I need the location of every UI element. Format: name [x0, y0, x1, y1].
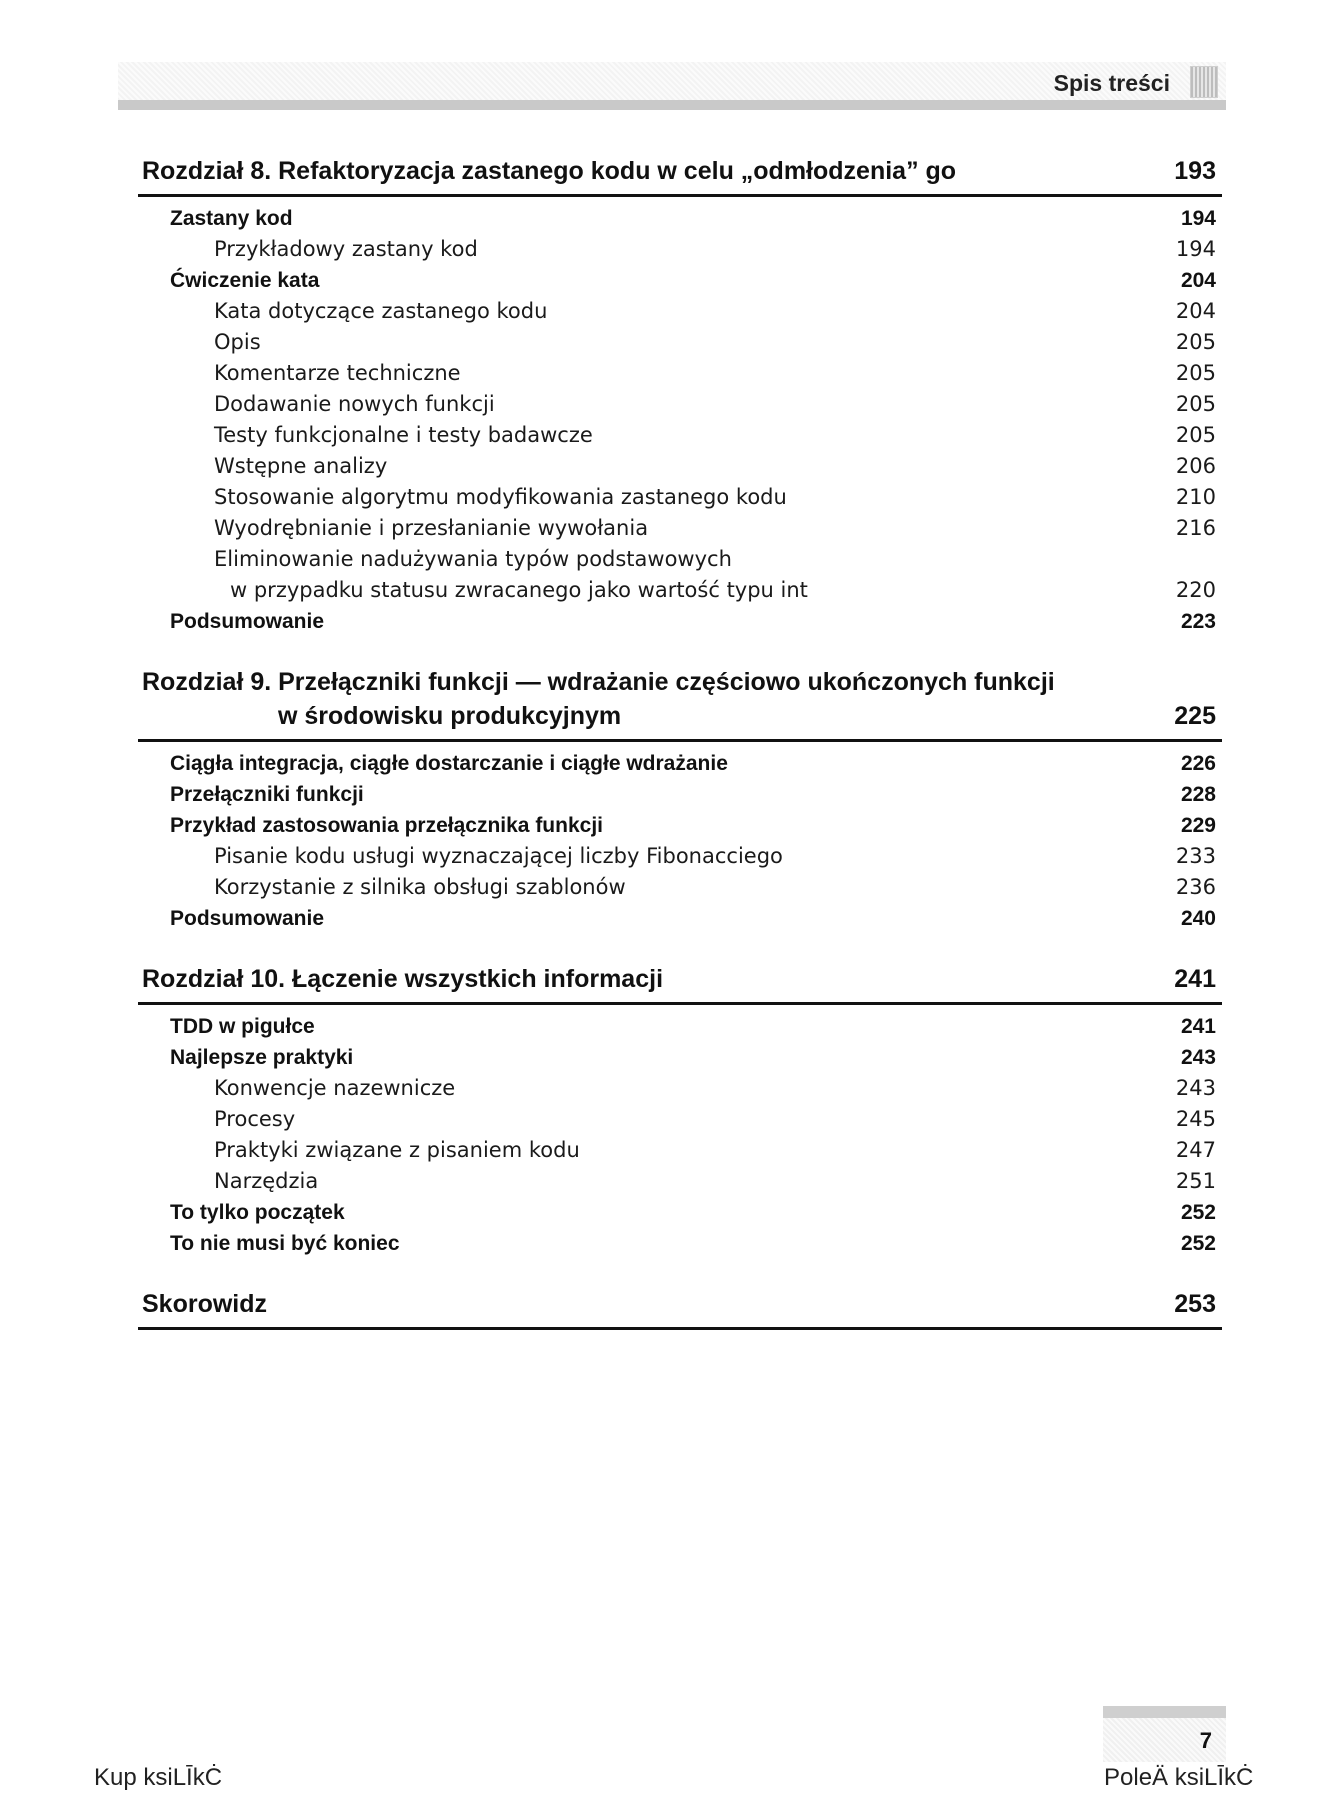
- toc-subsection-entry[interactable]: [138, 841, 1222, 872]
- entry-title-block: [214, 482, 787, 513]
- toc-subsection-entry[interactable]: [138, 420, 1222, 451]
- toc-section-entry[interactable]: [138, 810, 1222, 841]
- chapter-title: Skorowidz: [142, 1290, 268, 1318]
- entry-page-number: 204: [1180, 269, 1216, 292]
- entry-title: TDD w pigułce: [170, 1015, 315, 1038]
- entry-title-block: [214, 513, 648, 544]
- toc-chapter: [138, 154, 1222, 637]
- entry-title: Przykładowy zastany kod: [214, 237, 478, 261]
- entry-title: Opis: [214, 330, 261, 354]
- header-thumb-tab-icon: [1190, 66, 1218, 98]
- entry-page-number: 205: [1175, 361, 1216, 385]
- entry-page-number: 236: [1175, 875, 1216, 899]
- chapter-title-block: [142, 154, 956, 188]
- entry-title-block: [170, 1197, 345, 1228]
- entry-page-number: 205: [1175, 330, 1216, 354]
- entry-title-block: [214, 358, 461, 389]
- entry-title-block: [170, 265, 319, 296]
- chapter-title-block: [142, 665, 1055, 733]
- toc-chapter: [138, 1287, 1222, 1330]
- entry-title-block: [214, 872, 626, 903]
- chapter-heading[interactable]: [138, 665, 1222, 742]
- footer-band-rule: [1103, 1706, 1226, 1718]
- toc-subsection-entry[interactable]: [138, 1135, 1222, 1166]
- entry-title: Praktyki związane z pisaniem kodu: [214, 1138, 580, 1162]
- entry-title-block: [214, 1135, 580, 1166]
- toc-section-entry[interactable]: [138, 1011, 1222, 1042]
- entry-title-block: [170, 1011, 315, 1042]
- toc-subsection-entry[interactable]: [138, 482, 1222, 513]
- entry-page-number: 220: [1175, 578, 1216, 602]
- entry-title-continued: w przypadku statusu zwracanego jako wartość typu int: [230, 578, 808, 602]
- entry-title-block: [214, 327, 261, 358]
- toc-subsection-entry[interactable]: [138, 1104, 1222, 1135]
- entry-title-block: [170, 810, 603, 841]
- footer-page-band: [1103, 1706, 1226, 1762]
- entry-page-number: 252: [1180, 1201, 1216, 1224]
- entry-title: Pisanie kodu usługi wyznaczającej liczby Fibonacciego: [214, 844, 783, 868]
- entry-title: To nie musi być koniec: [170, 1232, 400, 1255]
- entry-title: Przykład zastosowania przełącznika funkcji: [170, 814, 603, 837]
- toc-subsection-entry[interactable]: [138, 234, 1222, 265]
- entry-title-block: [214, 544, 808, 606]
- toc-subsection-entry[interactable]: [138, 513, 1222, 544]
- entry-title-block: [214, 841, 783, 872]
- entry-title-block: [170, 203, 293, 234]
- toc-section-entry[interactable]: [138, 1228, 1222, 1259]
- entry-title: Eliminowanie nadużywania typów podstawowych: [214, 547, 732, 571]
- entry-title: Korzystanie z silnika obsługi szablonów: [214, 875, 626, 899]
- entry-title: Ciągła integracja, ciągłe dostarczanie i ciągłe wdrażanie: [170, 752, 728, 775]
- entry-title: Podsumowanie: [170, 610, 325, 633]
- chapter-title-block: [142, 962, 663, 996]
- toc-section-entry[interactable]: [138, 748, 1222, 779]
- toc-section-entry[interactable]: [138, 203, 1222, 234]
- entry-title-block: [214, 1073, 455, 1104]
- toc-section-entry[interactable]: [138, 1042, 1222, 1073]
- chapter-title-continued: w środowisku produkcyjnym: [278, 702, 622, 730]
- toc-chapter: [138, 665, 1222, 934]
- entry-page-number: 194: [1180, 207, 1216, 230]
- entry-title-block: [170, 903, 324, 934]
- entry-title-block: [170, 779, 364, 810]
- entry-title-block: [170, 606, 324, 637]
- entry-title: Podsumowanie: [170, 907, 325, 930]
- entry-title-block: [170, 1228, 400, 1259]
- entry-page-number: 216: [1175, 516, 1216, 540]
- entry-page-number: 243: [1175, 1076, 1216, 1100]
- entry-title: To tylko początek: [170, 1201, 345, 1224]
- entry-title-block: [214, 1104, 295, 1135]
- chapter-page-number: 225: [1174, 702, 1216, 730]
- toc-section-entry[interactable]: [138, 1197, 1222, 1228]
- chapter-page-number: 193: [1174, 157, 1216, 185]
- entry-title: Dodawanie nowych funkcji: [214, 392, 495, 416]
- table-of-contents: [138, 154, 1222, 1358]
- entry-page-number: 245: [1175, 1107, 1216, 1131]
- toc-subsection-entry[interactable]: [138, 327, 1222, 358]
- entry-title-block: [214, 1166, 318, 1197]
- entry-page-number: 194: [1175, 237, 1216, 261]
- header-rule: [118, 100, 1226, 110]
- chapter-heading[interactable]: [138, 154, 1222, 197]
- chapter-entries: [138, 1005, 1222, 1259]
- entry-title: Procesy: [214, 1107, 296, 1131]
- entry-title-block: [214, 234, 478, 265]
- entry-title: Komentarze techniczne: [214, 361, 461, 385]
- toc-subsection-entry[interactable]: [138, 872, 1222, 903]
- entry-title: Zastany kod: [170, 207, 293, 230]
- chapter-title: Rozdział 8. Refaktoryzacja zastanego kodu w celu „odmłodzenia” go: [142, 157, 957, 185]
- entry-page-number: 228: [1180, 783, 1216, 806]
- entry-title: Konwencje nazewnicze: [214, 1076, 456, 1100]
- entry-page-number: 241: [1180, 1015, 1216, 1038]
- entry-title-block: [214, 451, 387, 482]
- header-title: Spis treści: [1053, 70, 1170, 96]
- chapter-entries: [138, 197, 1222, 637]
- entry-title: Wyodrębnianie i przesłanianie wywołania: [214, 516, 649, 540]
- entry-title: Narzędzia: [214, 1169, 319, 1193]
- running-header: [118, 62, 1226, 112]
- entry-page-number: 205: [1175, 392, 1216, 416]
- entry-page-number: 233: [1175, 844, 1216, 868]
- entry-page-number: 205: [1175, 423, 1216, 447]
- entry-title: Wstępne analizy: [214, 454, 388, 478]
- recommend-book-link[interactable]: PoleÄ ksiLĪkĊ: [1104, 1764, 1254, 1791]
- chapter-title-block: [142, 1287, 267, 1321]
- toc-subsection-entry[interactable]: [138, 389, 1222, 420]
- entry-title: Przełączniki funkcji: [170, 783, 364, 806]
- entry-page-number: 223: [1180, 610, 1216, 633]
- entry-page-number: 204: [1175, 299, 1216, 323]
- entry-page-number: 210: [1175, 485, 1216, 509]
- entry-page-number: 247: [1175, 1138, 1216, 1162]
- chapter-heading[interactable]: [138, 962, 1222, 1005]
- entry-page-number: 243: [1180, 1046, 1216, 1069]
- toc-subsection-entry[interactable]: [138, 296, 1222, 327]
- toc-subsection-entry[interactable]: [138, 451, 1222, 482]
- entry-title: Najlepsze praktyki: [170, 1046, 354, 1069]
- entry-title-block: [214, 296, 547, 327]
- chapter-heading[interactable]: [138, 1287, 1222, 1330]
- toc-section-entry[interactable]: [138, 779, 1222, 810]
- entry-page-number: 252: [1180, 1232, 1216, 1255]
- toc-section-entry[interactable]: [138, 606, 1222, 637]
- toc-section-entry[interactable]: [138, 903, 1222, 934]
- toc-subsection-entry[interactable]: [138, 1073, 1222, 1104]
- entry-title-block: [170, 1042, 353, 1073]
- chapter-title: Rozdział 9. Przełączniki funkcji — wdrażanie częściowo ukończonych funkcji: [142, 668, 1055, 696]
- toc-subsection-entry[interactable]: [138, 358, 1222, 389]
- entry-title-block: [170, 748, 728, 779]
- chapter-page-number: 253: [1174, 1290, 1216, 1318]
- entry-title: Testy funkcjonalne i testy badawcze: [214, 423, 593, 447]
- entry-title: Stosowanie algorytmu modyfikowania zastanego kodu: [214, 485, 787, 509]
- entry-title-block: [214, 389, 495, 420]
- toc-section-entry[interactable]: [138, 265, 1222, 296]
- entry-title: Ćwiczenie kata: [170, 269, 320, 292]
- page-number: 7: [1199, 1728, 1212, 1753]
- chapter-entries: [138, 742, 1222, 934]
- entry-title-block: [214, 420, 593, 451]
- toc-chapter: [138, 962, 1222, 1259]
- toc-subsection-entry[interactable]: [138, 1166, 1222, 1197]
- entry-page-number: 226: [1180, 752, 1216, 775]
- entry-page-number: 251: [1175, 1169, 1216, 1193]
- entry-page-number: 229: [1180, 814, 1216, 837]
- chapter-title: Rozdział 10. Łączenie wszystkich informacji: [142, 965, 664, 993]
- chapter-page-number: 241: [1174, 965, 1216, 993]
- entry-page-number: 240: [1180, 907, 1216, 930]
- entry-title: Kata dotyczące zastanego kodu: [214, 299, 548, 323]
- toc-subsection-entry[interactable]: [138, 544, 1222, 606]
- buy-book-link[interactable]: Kup ksiLĪkĊ: [94, 1764, 223, 1791]
- entry-page-number: 206: [1175, 454, 1216, 478]
